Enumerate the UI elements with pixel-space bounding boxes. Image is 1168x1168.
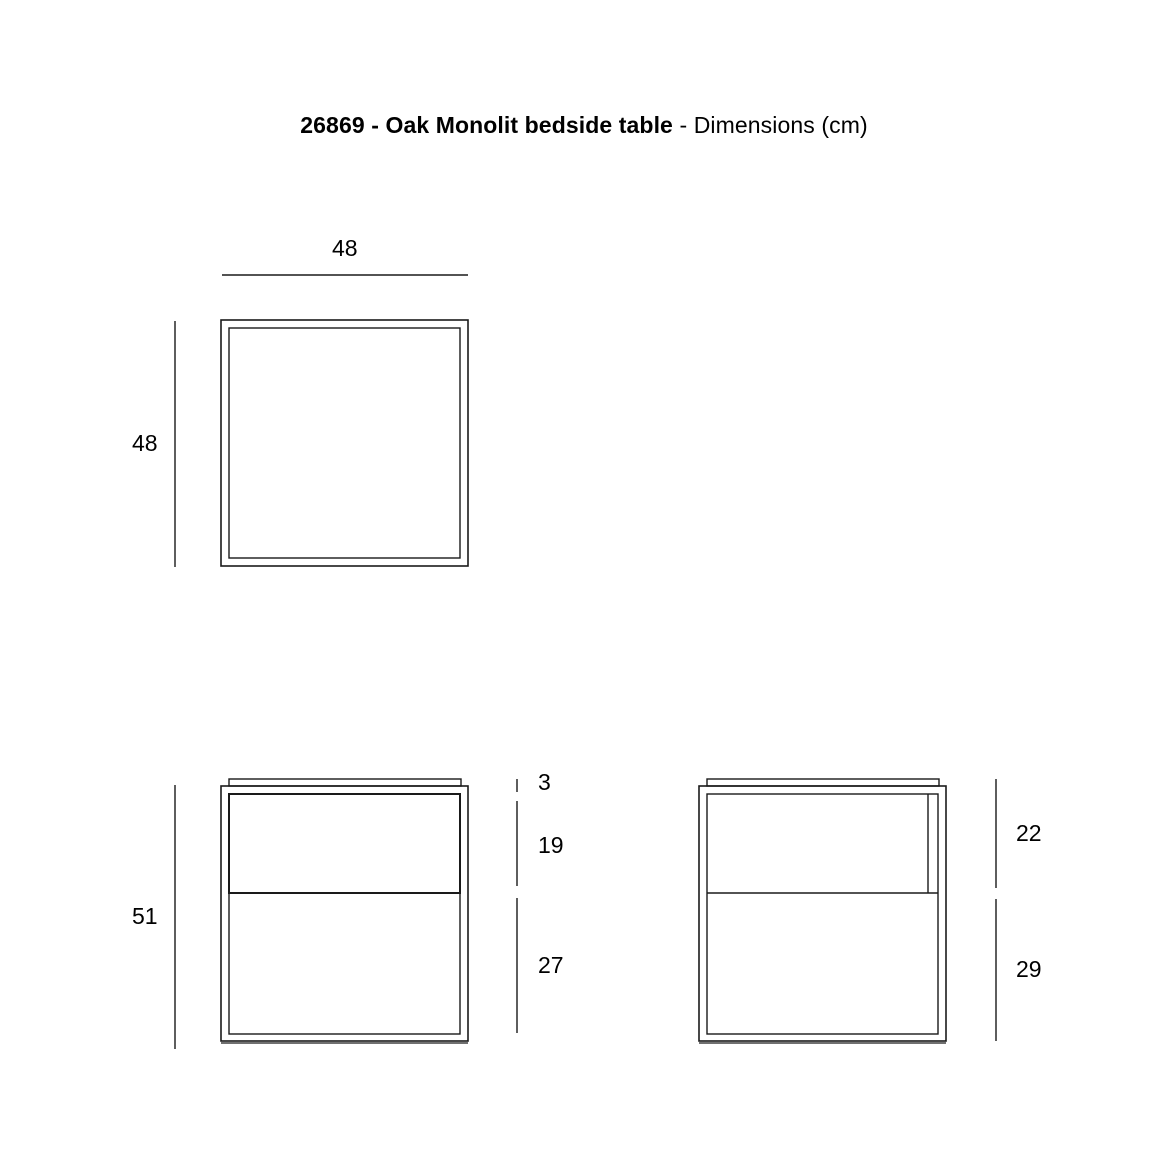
side-view-inner-panel (707, 794, 938, 1034)
top-view (175, 275, 468, 567)
front-view-height-label: 51 (132, 903, 158, 929)
side-view-lower-label: 29 (1016, 956, 1042, 982)
front-view-top-slab (229, 779, 461, 786)
title-product: 26869 - Oak Monolit bedside table (300, 112, 673, 138)
top-view-outer-frame (221, 320, 468, 566)
title-suffix: - Dimensions (cm) (672, 112, 868, 138)
side-view-top-slab (707, 779, 939, 786)
front-view-base-label: 27 (538, 952, 564, 978)
top-view-width-label: 48 (332, 235, 358, 261)
front-view-drawer (229, 794, 460, 893)
front-view-outer-frame (221, 786, 468, 1041)
side-view-upper-label: 22 (1016, 820, 1042, 846)
front-view-top-label: 3 (538, 769, 551, 795)
front-view-drawer-label: 19 (538, 832, 564, 858)
side-view (699, 779, 996, 1043)
side-view-outer-frame (699, 786, 946, 1041)
top-view-depth-label: 48 (132, 430, 158, 456)
front-view-inner-panel (229, 794, 460, 1034)
top-view-inner-panel (229, 328, 460, 558)
front-view (175, 779, 517, 1049)
